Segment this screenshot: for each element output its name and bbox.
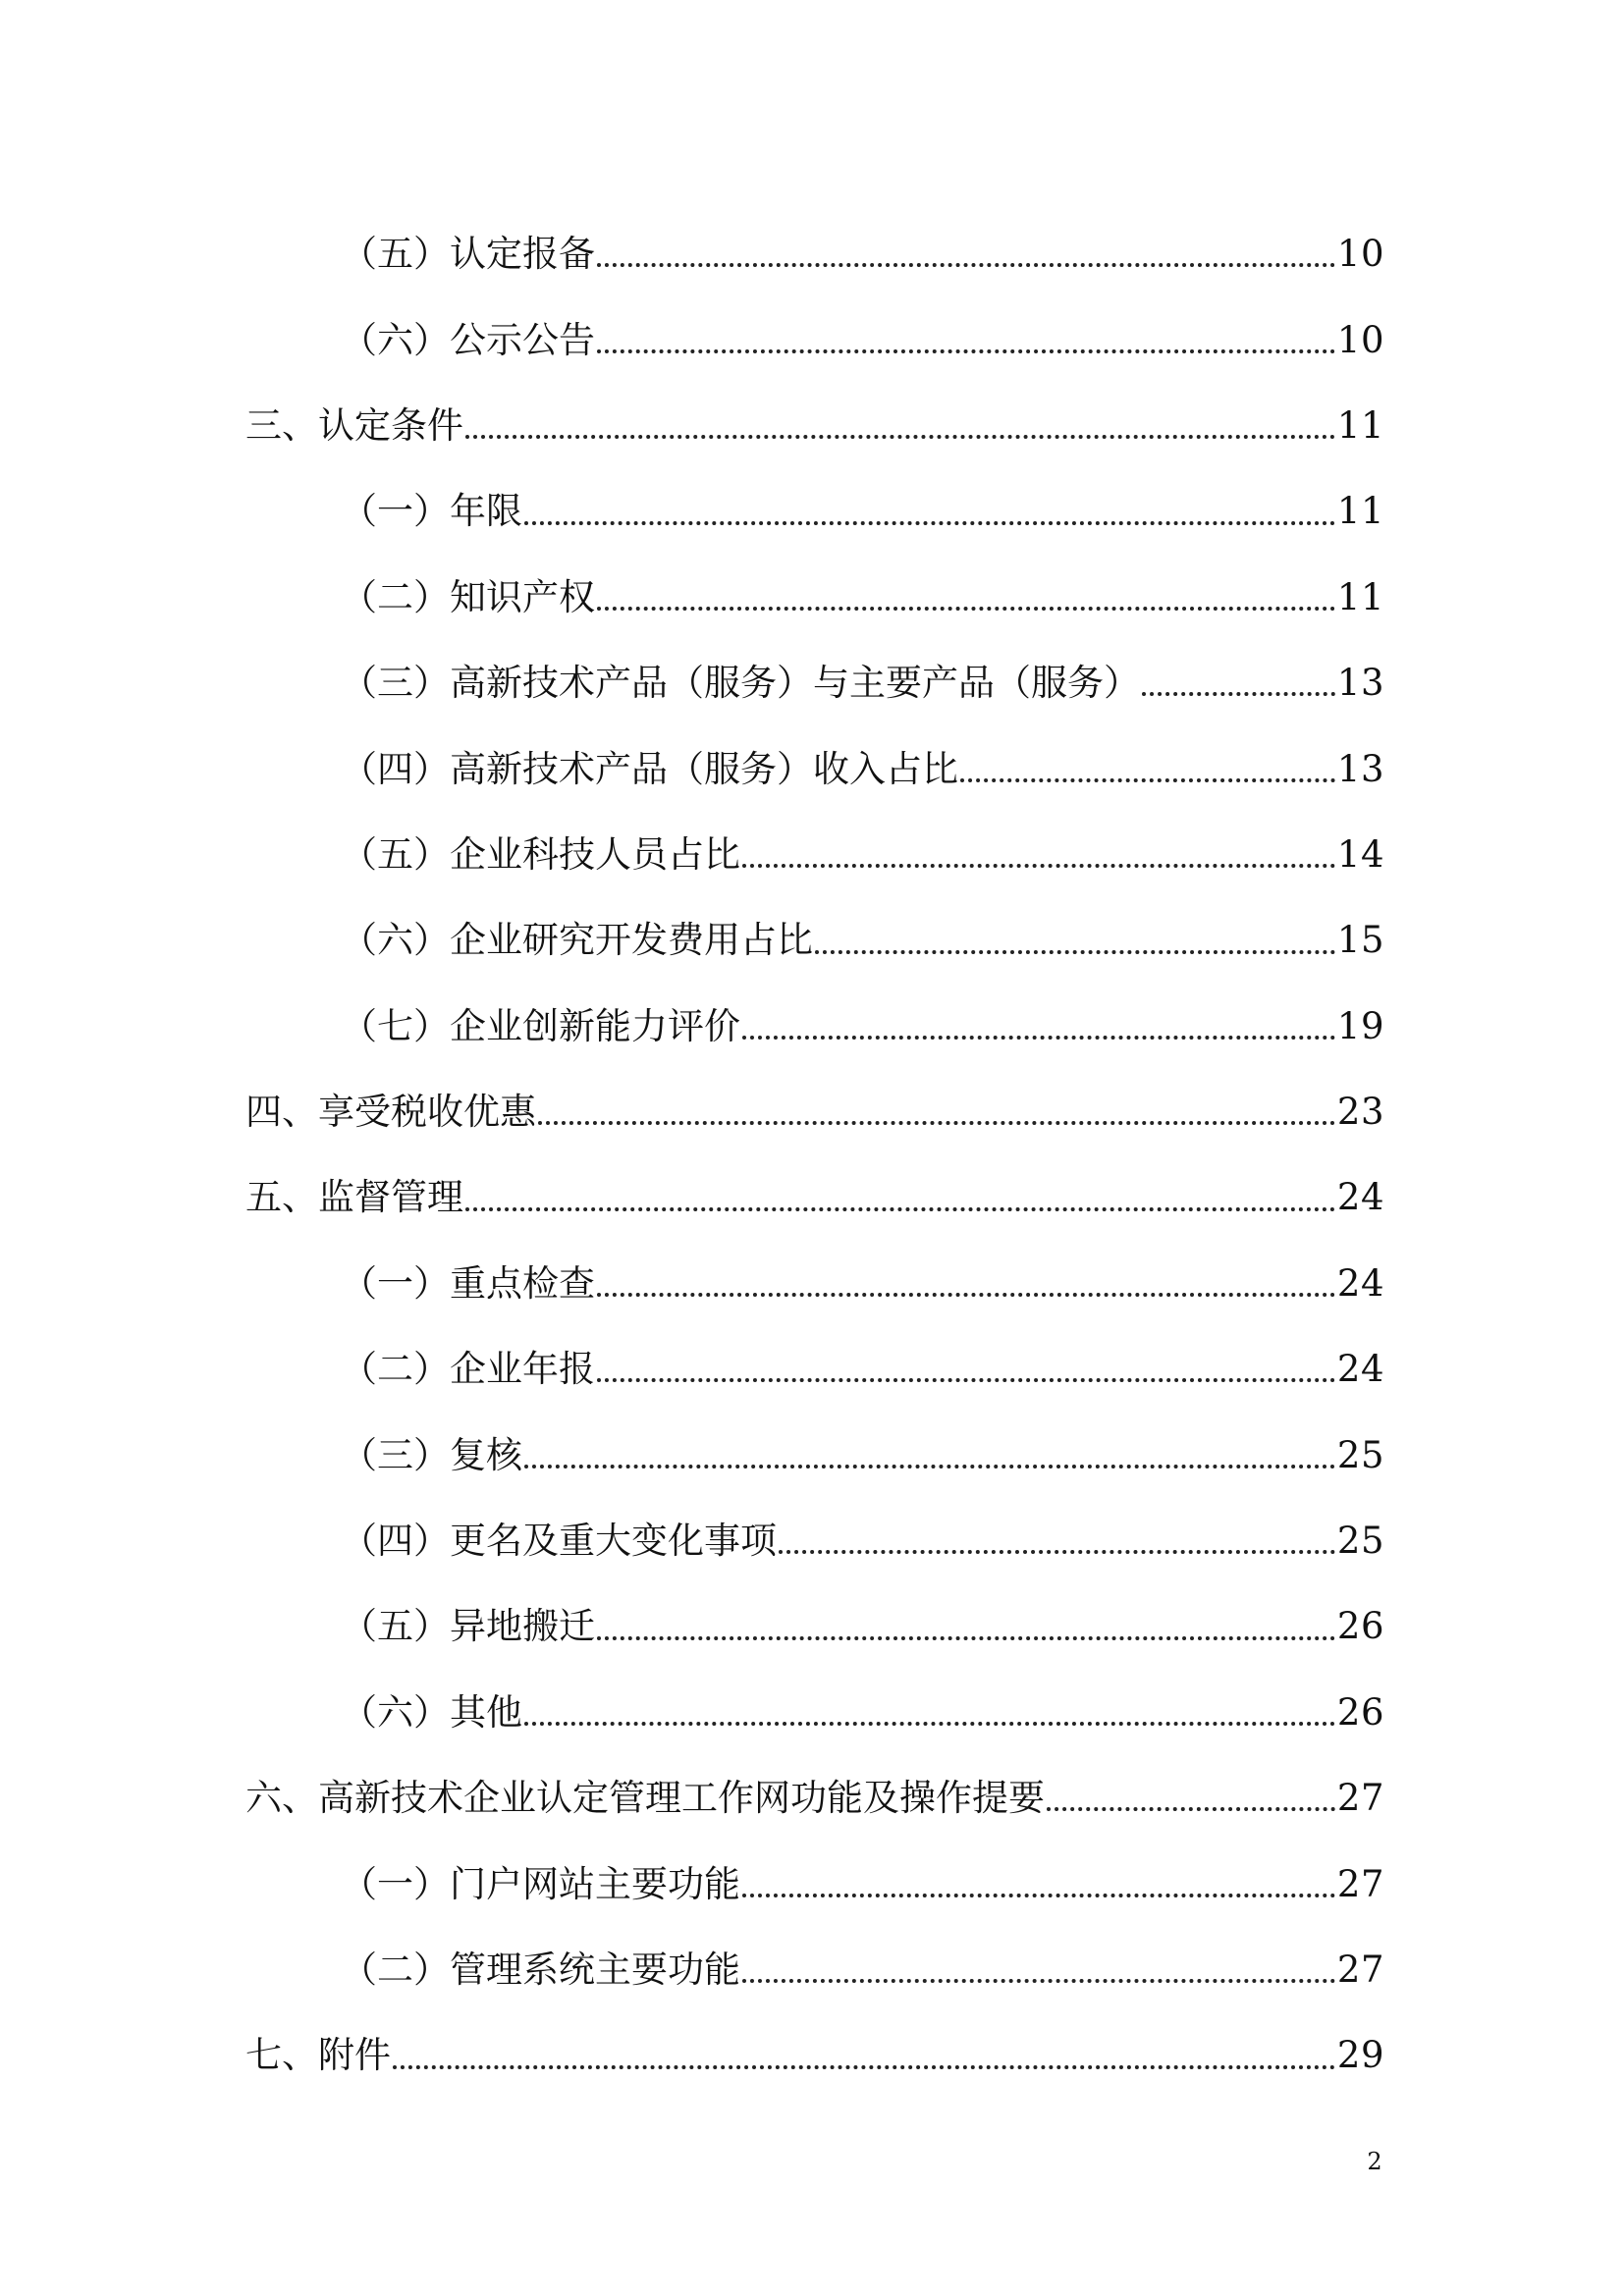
toc-entry bbox=[245, 1670, 1384, 1755]
toc-entry-title: （七）企业创新能力评价 bbox=[341, 1004, 740, 1047]
toc-entry-title: （五）认定报备 bbox=[341, 233, 595, 276]
toc-entry-title: （六）企业研究开发费用占比 bbox=[341, 919, 813, 962]
toc-entry-title: （一）年限 bbox=[341, 490, 522, 533]
page-number: 2 bbox=[1367, 2148, 1382, 2175]
toc-entry-page: 24 bbox=[1336, 1176, 1384, 1219]
toc-entry-page: 25 bbox=[1336, 1433, 1384, 1476]
toc-entry-page: 24 bbox=[1336, 1261, 1384, 1305]
toc-entry-page: 11 bbox=[1336, 575, 1384, 618]
toc-leader-dots bbox=[815, 950, 1335, 954]
toc-entry-title: 六、高新技术企业认定管理工作网功能及操作提要 bbox=[245, 1777, 1045, 1820]
toc-entry-page: 11 bbox=[1336, 403, 1384, 447]
toc-entry bbox=[245, 1069, 1384, 1154]
toc-leader-dots bbox=[1047, 1807, 1335, 1811]
toc-leader-dots bbox=[597, 349, 1335, 353]
toc-entry-title: （五）异地搬迁 bbox=[341, 1605, 595, 1648]
toc-entry-page: 29 bbox=[1336, 2034, 1384, 2077]
toc-entry-page: 10 bbox=[1336, 318, 1384, 361]
toc-leader-dots bbox=[597, 607, 1335, 611]
toc-entry-page: 26 bbox=[1336, 1605, 1384, 1648]
toc-entry-title: （一）重点检查 bbox=[341, 1261, 595, 1305]
toc-entry-title: （二）企业年报 bbox=[341, 1348, 595, 1391]
toc-entry bbox=[245, 468, 1384, 554]
toc-entry bbox=[245, 897, 1384, 983]
toc-entry-title: （三）高新技术产品（服务）与主要产品（服务） bbox=[341, 662, 1140, 705]
toc-entry bbox=[245, 1755, 1384, 1841]
toc-leader-dots bbox=[742, 1979, 1335, 1983]
toc-entry bbox=[245, 1498, 1384, 1583]
toc-entry-page: 11 bbox=[1336, 490, 1384, 533]
toc-entry bbox=[245, 1927, 1384, 2012]
toc-entry-page: 19 bbox=[1336, 1004, 1384, 1047]
toc-leader-dots bbox=[465, 1207, 1335, 1211]
toc-entry-title: （二）知识产权 bbox=[341, 575, 595, 618]
toc-leader-dots bbox=[597, 1293, 1335, 1297]
toc-entry bbox=[245, 1412, 1384, 1497]
toc-entry-page: 13 bbox=[1336, 747, 1384, 790]
table-of-contents bbox=[245, 211, 1384, 2099]
toc-entry bbox=[245, 2012, 1384, 2098]
toc-leader-dots bbox=[393, 2065, 1335, 2069]
toc-entry-title: 七、附件 bbox=[245, 2034, 391, 2077]
toc-entry bbox=[245, 812, 1384, 897]
toc-entry-page: 24 bbox=[1336, 1348, 1384, 1391]
toc-entry bbox=[245, 1241, 1384, 1326]
toc-leader-dots bbox=[597, 263, 1335, 267]
toc-leader-dots bbox=[524, 1722, 1335, 1726]
toc-entry-page: 23 bbox=[1336, 1091, 1384, 1134]
toc-leader-dots bbox=[960, 778, 1335, 782]
toc-leader-dots bbox=[524, 521, 1335, 525]
toc-entry bbox=[245, 1841, 1384, 1926]
toc-leader-dots bbox=[538, 1121, 1335, 1125]
toc-entry bbox=[245, 984, 1384, 1069]
toc-entry-title: 五、监督管理 bbox=[245, 1176, 463, 1219]
toc-leader-dots bbox=[742, 864, 1335, 868]
toc-entry-title: （四）高新技术产品（服务）收入占比 bbox=[341, 747, 958, 790]
toc-entry-page: 15 bbox=[1336, 919, 1384, 962]
toc-entry bbox=[245, 211, 1384, 296]
toc-entry bbox=[245, 296, 1384, 382]
toc-entry bbox=[245, 1583, 1384, 1669]
toc-entry-page: 10 bbox=[1336, 233, 1384, 276]
toc-entry-title: （一）门户网站主要功能 bbox=[341, 1862, 740, 1905]
toc-leader-dots bbox=[742, 1036, 1335, 1040]
toc-entry-page: 27 bbox=[1336, 1949, 1384, 1991]
toc-entry-page: 25 bbox=[1336, 1520, 1384, 1563]
toc-leader-dots bbox=[1142, 692, 1335, 696]
toc-leader-dots bbox=[779, 1550, 1335, 1554]
toc-entry-title: （五）企业科技人员占比 bbox=[341, 832, 740, 876]
toc-entry-title: （四）更名及重大变化事项 bbox=[341, 1520, 777, 1563]
toc-entry-title: （六）公示公告 bbox=[341, 318, 595, 361]
toc-entry-page: 27 bbox=[1336, 1862, 1384, 1905]
toc-entry-title: 三、认定条件 bbox=[245, 403, 463, 447]
toc-entry-page: 14 bbox=[1336, 832, 1384, 876]
toc-leader-dots bbox=[597, 1636, 1335, 1640]
toc-entry bbox=[245, 1154, 1384, 1240]
toc-entry-page: 26 bbox=[1336, 1690, 1384, 1734]
toc-leader-dots bbox=[524, 1465, 1335, 1468]
toc-leader-dots bbox=[742, 1894, 1335, 1897]
toc-entry bbox=[245, 725, 1384, 811]
toc-leader-dots bbox=[597, 1378, 1335, 1382]
toc-entry-title: 四、享受税收优惠 bbox=[245, 1091, 536, 1134]
toc-entry-page: 13 bbox=[1336, 662, 1384, 705]
toc-entry-title: （六）其他 bbox=[341, 1690, 522, 1734]
toc-entry bbox=[245, 1326, 1384, 1412]
toc-entry bbox=[245, 555, 1384, 640]
toc-entry-title: （三）复核 bbox=[341, 1433, 522, 1476]
toc-entry-title: （二）管理系统主要功能 bbox=[341, 1949, 740, 1991]
toc-entry bbox=[245, 640, 1384, 725]
toc-entry bbox=[245, 383, 1384, 468]
toc-entry-page: 27 bbox=[1336, 1777, 1384, 1820]
toc-leader-dots bbox=[465, 435, 1335, 439]
